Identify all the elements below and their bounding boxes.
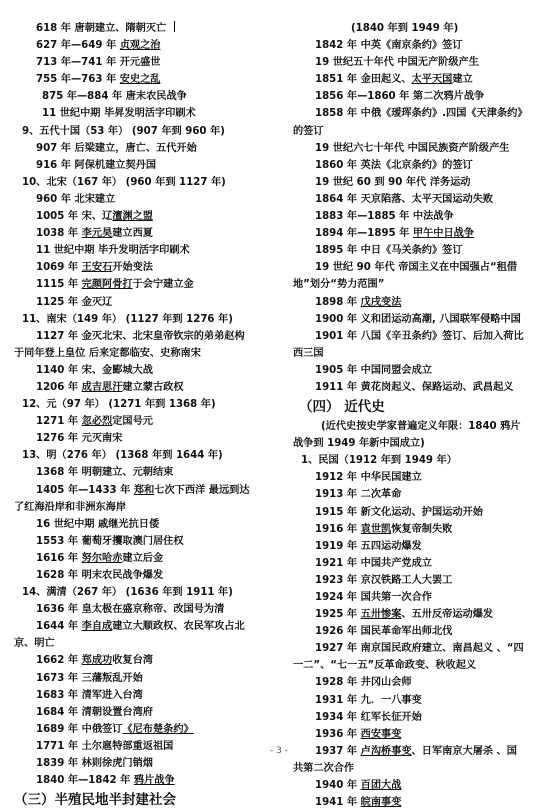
line-text-after: 建立蒙古政权 — [122, 381, 184, 393]
line-text: 1915 年 新文化运动、护国运动开始 — [315, 506, 483, 518]
line-text: (1840 年到 1949 年) — [351, 23, 459, 34]
line-text: 1662 年 — [36, 655, 82, 667]
timeline-line — [293, 328, 548, 345]
line-text: 1925 年 — [315, 609, 361, 621]
line-text: 1928 年 井冈山会师 — [315, 677, 412, 689]
timeline-line — [293, 657, 548, 674]
timeline-line — [14, 225, 272, 242]
timeline-line — [14, 157, 272, 174]
line-text-after: 收复台湾 — [112, 655, 153, 667]
line-text: 1927 年 南京国民政府建立、南昌起义 、“四 — [315, 643, 524, 655]
page-number: - 3 - — [270, 746, 288, 756]
underlined-term: 王安石 — [81, 262, 113, 274]
timeline-line — [14, 567, 272, 584]
timeline-line — [293, 174, 548, 191]
underlined-term: 袁世凯 — [360, 523, 392, 535]
timeline-line — [293, 640, 548, 657]
timeline-line — [14, 584, 272, 601]
timeline-line — [14, 174, 272, 191]
line-text: 1936 年 — [315, 728, 361, 740]
timeline-line — [293, 486, 548, 503]
line-text: 1840 年—1842 年 — [36, 775, 134, 787]
line-text: 共第二次合作 — [293, 762, 355, 774]
timeline-line — [293, 242, 548, 259]
timeline-line — [293, 123, 548, 140]
timeline-line — [14, 618, 272, 635]
line-text: 1895 年 中日《马关条约》签订 — [315, 245, 463, 257]
underlined-term: 卢沟桥事变 — [360, 745, 412, 757]
line-text: 1926 年 国民革命军出师北伐 — [315, 626, 453, 638]
timeline-line — [14, 464, 272, 481]
timeline-line — [14, 601, 272, 618]
timeline-line — [14, 88, 272, 105]
timeline-line — [14, 140, 272, 157]
line-text: 京、明亡 — [14, 638, 55, 650]
timeline-line — [14, 721, 272, 738]
line-text: 1628 年 明末农民战争爆发 — [36, 570, 164, 581]
line-text: 1911 年 黄花岗起义、保路运动、武昌起义 — [315, 381, 514, 393]
underlined-term: 百团大战 — [360, 780, 402, 792]
timeline-line — [14, 430, 272, 447]
line-text: 1616 年 — [36, 552, 82, 564]
line-text: 19 世纪五十年代 中国无产阶级产生 — [315, 57, 479, 69]
timeline-line — [293, 157, 548, 174]
timeline-line — [14, 396, 272, 413]
line-text: 1912 年 中华民国建立 — [315, 472, 422, 484]
line-text-after: 、日军南京大屠杀 、国 — [411, 745, 517, 757]
text-cursor — [174, 21, 175, 32]
underlined-term: 皖南事变 — [360, 797, 402, 809]
timeline-line — [293, 208, 548, 225]
line-text: 1898 年 — [315, 296, 361, 308]
timeline-line — [14, 362, 272, 379]
timeline-line — [293, 777, 548, 794]
line-text: 1771 年 土尔扈特部重返祖国 — [36, 740, 174, 752]
timeline-line — [293, 311, 548, 328]
underlined-term: 李自成 — [81, 621, 113, 633]
timeline-line — [293, 105, 548, 122]
timeline-line — [293, 435, 548, 452]
line-text: 1921 年 中国共产党成立 — [315, 557, 432, 569]
line-text: 战争到 1949 年新中国成立) — [293, 438, 425, 450]
timeline-line — [14, 687, 272, 704]
timeline-line — [293, 726, 548, 743]
line-text: 19 世纪 60 到 90 年代 洋务运动 — [315, 176, 471, 188]
timeline-line — [14, 499, 272, 516]
section-heading-modern-history: （四） 近代史 — [299, 399, 385, 416]
timeline-line — [293, 276, 548, 293]
timeline-line — [293, 418, 548, 435]
line-text: 1941 年 — [315, 797, 361, 809]
timeline-line — [14, 294, 272, 311]
timeline-line — [14, 37, 272, 54]
line-text: 907 年 后梁建立，唐亡、五代开始 — [36, 142, 197, 154]
line-text: 13、明（276 年） (1368 年到 1644 年) — [22, 450, 223, 462]
underlined-term: 《尼布楚条约》 — [122, 723, 194, 735]
underlined-term: 成吉思汗 — [81, 381, 123, 393]
line-text: 1127 年 金灭北宋、北宋皇帝钦宗的弟弟赵构 — [36, 330, 245, 342]
timeline-line — [14, 71, 272, 88]
line-text: 1931 年 九．一八事变 — [315, 694, 422, 706]
timeline-line — [293, 469, 548, 486]
line-text: 的签订 — [293, 125, 324, 137]
underlined-term: 郑和 — [133, 484, 155, 496]
underlined-term: 戊戌变法 — [360, 296, 402, 308]
line-text: 地”划分“势力范围” — [293, 279, 385, 291]
timeline-line — [293, 674, 548, 691]
timeline-line — [293, 294, 548, 311]
timeline-line — [14, 345, 272, 362]
timeline-line — [14, 447, 272, 464]
left-column — [14, 20, 272, 811]
timeline-line — [14, 20, 272, 37]
timeline-line — [293, 20, 548, 37]
line-text: 11 世纪中期 毕升发明活字印刷术 — [36, 245, 190, 257]
timeline-line — [14, 328, 272, 345]
line-text: 1673 年 三藩叛乱开始 — [36, 672, 143, 684]
line-text: 713 年—741 年 开元盛世 — [36, 57, 161, 69]
timeline-line — [293, 538, 548, 555]
line-text: 1125 年 金灭辽 — [36, 296, 113, 308]
underlined-term: 努尔哈赤 — [81, 552, 123, 564]
underlined-term: 太平天国 — [411, 74, 453, 86]
line-text: 了红海沿岸和非洲东海岸 — [14, 501, 127, 513]
line-text: 1689 年 中俄签订 — [36, 723, 123, 735]
line-text: (近代史按史学家普遍定义年限：1840 鸦片 — [321, 421, 521, 433]
line-text: 12、元（97 年） (1271 年到 1368 年) — [22, 399, 216, 411]
timeline-line — [293, 54, 548, 71]
timeline-line — [14, 755, 272, 772]
line-text: 875 年—884 年 唐末农民战争 — [42, 91, 187, 103]
line-text: 1683 年 清军进入台湾 — [36, 689, 143, 701]
line-text: 1005 年 宋、辽 — [36, 211, 113, 223]
underlined-term: 贞观之治 — [119, 40, 161, 52]
line-text-after: 建立大顺政权、农民军攻占北 — [112, 621, 245, 633]
timeline-line — [293, 379, 548, 396]
line-text: 1923 年 京汉铁路工人大罢工 — [315, 574, 453, 586]
timeline-line — [293, 794, 548, 811]
line-text: 1883 年—1885 年 中法战争 — [315, 211, 454, 223]
timeline-line — [14, 379, 272, 396]
line-text: 960 年 北宋建立 — [36, 193, 116, 205]
timeline-line — [293, 140, 548, 157]
line-text: 1271 年 — [36, 416, 82, 428]
timeline-line — [293, 589, 548, 606]
line-text: 1206 年 — [36, 381, 82, 393]
line-text-after: 建立后金 — [122, 552, 164, 564]
line-text: 1934 年 红军长征开始 — [315, 711, 422, 723]
timeline-line — [293, 555, 548, 572]
timeline-line — [14, 550, 272, 567]
line-text: 1905 年 中国同盟会成立 — [315, 364, 432, 376]
line-text-after: 建立 — [452, 74, 473, 86]
timeline-line — [14, 516, 272, 533]
timeline-line — [14, 533, 272, 550]
line-text-after: 建立西夏 — [112, 228, 153, 240]
timeline-line — [14, 105, 272, 122]
underlined-term: 西安事变 — [360, 728, 402, 740]
line-text-after: 定国号元 — [112, 416, 153, 428]
line-text: 1937 年 — [315, 745, 361, 757]
line-text: 1644 年 — [36, 621, 82, 633]
line-text: 1368 年 明朝建立、元朝结束 — [36, 467, 174, 479]
line-text: 627 年—649 年 — [36, 40, 120, 52]
line-text: 1916 年 — [315, 523, 361, 535]
line-text: 11、南宋（149 年） (1127 年到 1276 年) — [22, 313, 233, 325]
section-heading-semicolonial: （三）半殖民地半封建社会 — [14, 792, 176, 809]
timeline-line — [293, 225, 548, 242]
line-text: 1860 年 英法《北京条约》的签订 — [315, 159, 473, 171]
underlined-term: 鸦片战争 — [133, 775, 175, 787]
line-text: 1069 年 — [36, 262, 82, 274]
line-text: 1115 年 — [36, 279, 82, 291]
line-text: 1900 年 义和团运动高潮, 八国联军侵略中国 — [315, 313, 521, 325]
line-text: 1、民国（1912 年到 1949 年） — [301, 455, 457, 467]
timeline-line — [293, 191, 548, 208]
line-text-after: 开始变法 — [112, 262, 153, 274]
line-text: 1919 年 五四运动爆发 — [315, 540, 422, 552]
line-text: 一二”、“七一五”反革命政变、秋收起义 — [293, 660, 477, 672]
underlined-term: 甲午中日战争 — [412, 228, 475, 240]
timeline-line — [293, 259, 548, 276]
timeline-line — [14, 670, 272, 687]
line-text: 1140 年 宋、金郾城大战 — [36, 364, 153, 376]
line-text: 9、五代十国（53 年） (907 年到 960 年) — [22, 125, 225, 137]
line-text: 1842 年 中英《南京条约》签订 — [315, 40, 463, 52]
line-text: 1856 年—1860 年 第二次鸦片战争 — [315, 91, 485, 103]
line-text: 于同年登上皇位 后来定都临安、史称南宋 — [14, 347, 201, 359]
line-text-after: 恢复帝制失败 — [391, 523, 453, 535]
line-text: 14、满清（267 年） (1636 年到 1911 年) — [22, 587, 233, 599]
line-text: 1858 年 中俄《瑷珲条约》.四国《天津条约》 — [315, 108, 528, 120]
line-text: 1913 年 二次革命 — [315, 489, 402, 501]
timeline-line — [293, 572, 548, 589]
timeline-line — [14, 191, 272, 208]
timeline-line — [14, 259, 272, 276]
timeline-line — [293, 760, 548, 777]
line-text: 16 世纪中期 戚继光抗日倭 — [36, 518, 160, 530]
line-text: 1405 年—1433 年 — [36, 484, 134, 496]
line-text: 1839 年 林则徐虎门销烟 — [36, 758, 153, 770]
line-text: 1894 年—1895 年 — [315, 228, 413, 240]
line-text: 10、北宋（167 年） (960 年到 1127 年) — [22, 176, 226, 188]
underlined-term: 澶渊之盟 — [112, 211, 153, 223]
timeline-line — [14, 482, 272, 499]
timeline-line — [293, 345, 548, 362]
timeline-line — [293, 37, 548, 54]
timeline-line — [293, 521, 548, 538]
line-text: 19 世纪六七十年代 中国民族资产阶级产生 — [315, 142, 510, 154]
line-text-after: 、五卅反帝运动爆发 — [401, 609, 494, 621]
timeline-line — [293, 362, 548, 379]
right-column — [293, 20, 548, 811]
line-text: 1038 年 — [36, 228, 82, 240]
line-text: 1851 年 金田起义、 — [315, 74, 412, 86]
line-text: 1901 年 八国《辛丑条约》签订、后加入荷比 — [315, 330, 524, 342]
timeline-line — [14, 123, 272, 140]
timeline-line — [293, 623, 548, 640]
timeline-line — [293, 709, 548, 726]
line-text: 1940 年 — [315, 780, 361, 792]
timeline-line — [14, 652, 272, 669]
line-text: 916 年 阿保机建立契丹国 — [36, 159, 157, 171]
timeline-line — [14, 54, 272, 71]
timeline-line — [14, 704, 272, 721]
timeline-line — [293, 452, 548, 469]
timeline-line — [293, 692, 548, 709]
timeline-line — [293, 88, 548, 105]
timeline-line — [293, 71, 548, 88]
line-text-after: 七次下西洋 最远到达 — [154, 484, 250, 496]
underlined-term: 安史之乱 — [119, 74, 161, 86]
timeline-line — [14, 276, 272, 293]
timeline-line — [293, 606, 548, 623]
timeline-line — [14, 208, 272, 225]
line-text: 1553 年 葡萄牙攫取澳门居住权 — [36, 535, 184, 547]
line-text-after: 于会宁建立金 — [132, 279, 194, 291]
line-text: 1276 年 元灭南宋 — [36, 433, 123, 445]
line-text: 1684 年 清朝设置台湾府 — [36, 706, 153, 718]
timeline-line — [14, 311, 272, 328]
line-text: 618 年 唐朝建立、隋朝灭亡 — [36, 23, 167, 34]
underlined-term: 完颜阿骨打 — [81, 279, 133, 291]
line-text: 1636 年 皇太极在盛京称帝、改国号为清 — [36, 604, 225, 616]
timeline-line — [14, 635, 272, 652]
underlined-term: 郑成功 — [81, 655, 113, 667]
line-text: 755 年—763 年 — [36, 74, 120, 86]
line-text: 19 世纪 90 年代 帝国主义在中国强占“租借 — [315, 262, 518, 274]
underlined-term: 忽必烈 — [81, 416, 113, 428]
line-text: 西三国 — [293, 347, 324, 359]
timeline-line — [293, 504, 548, 521]
timeline-line — [14, 413, 272, 430]
line-text: 11 世纪中期 毕昇发明活字印刷术 — [42, 108, 196, 120]
underlined-term: 李元昊 — [81, 228, 113, 240]
underlined-term: 五卅惨案 — [360, 609, 402, 621]
timeline-line — [14, 242, 272, 259]
line-text: 1864 年 天京陷落、太平天国运动失败 — [315, 193, 494, 205]
line-text: 1924 年 国共第一次合作 — [315, 592, 432, 603]
